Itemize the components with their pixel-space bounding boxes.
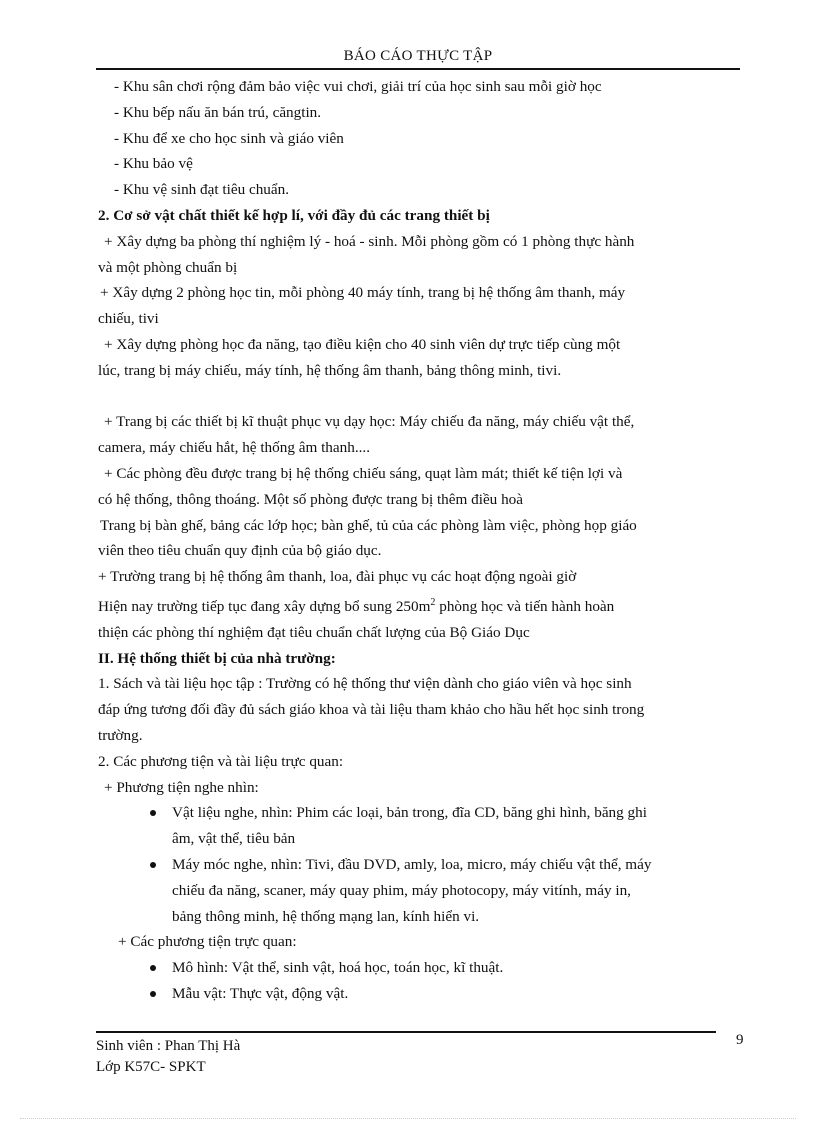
text-line: và một phòng chuẩn bị	[98, 258, 238, 276]
header-rule	[96, 68, 740, 70]
text-line: lúc, trang bị máy chiếu, máy tính, hệ thống âm thanh, bảng thông minh, tivi.	[98, 361, 562, 379]
list-item-text: chiếu đa năng, scaner, máy quay phim, máy photocopy, máy vitính, máy in,	[172, 881, 631, 899]
text-line: - Khu để xe cho học sinh và giáo viên	[114, 129, 344, 147]
list-item	[172, 852, 740, 929]
text-line: - Khu bếp nấu ăn bán trú, căngtin.	[114, 103, 322, 121]
page-footer	[96, 1036, 240, 1078]
text-line: có hệ thống, thông thoáng. Một số phòng được trang bị thêm điều hoà	[98, 490, 523, 508]
text-segment: Hiện nay trường tiếp tục đang xây dựng bổ sung 250m	[98, 598, 431, 615]
text-line: - Khu bảo vệ	[114, 155, 193, 173]
document-body	[98, 74, 740, 1007]
list-item-text: âm, vật thể, tiêu bản	[172, 830, 296, 848]
text-line: viên theo tiêu chuẩn quy định của bộ giáo dục.	[98, 542, 382, 560]
text-line: thiện các phòng thí nghiệm đạt tiêu chuẩn chất lượng của Bộ Giáo Dục	[98, 623, 530, 641]
list-item-text: Vật liệu nghe, nhìn: Phim các loại, bản trong, đĩa CD, băng ghi hình, băng ghi	[172, 804, 647, 822]
text-line: + Xây dựng 2 phòng học tin, mỗi phòng 40 máy tính, trang bị hệ thống âm thanh, máy	[100, 284, 626, 302]
list-item-text: Mô hình: Vật thể, sinh vật, hoá học, toán học, kĩ thuật.	[172, 959, 504, 977]
text-line: + Xây dựng ba phòng thí nghiệm lý - hoá - sinh. Mỗi phòng gồm có 1 phòng thực hành	[104, 232, 635, 250]
text-line: trường.	[98, 726, 143, 744]
text-line: + Trường trang bị hệ thống âm thanh, loa, đài phục vụ các hoạt động ngoài giờ	[98, 568, 577, 586]
text-line: 2. Các phương tiện và tài liệu trực quan:	[98, 752, 344, 770]
text-line: Trang bị bàn ghế, bảng các lớp học; bàn ghế, tủ của các phòng làm việc, phòng họp giáo	[100, 516, 637, 534]
text-segment: phòng học và tiến hành hoàn	[435, 598, 615, 615]
page-number: 9	[736, 1032, 744, 1048]
list-item-text: bảng thông minh, hệ thống mạng lan, kính hiển vi.	[172, 907, 480, 925]
bullet-icon	[150, 862, 156, 868]
text-line: - Khu vệ sinh đạt tiêu chuẩn.	[114, 181, 290, 199]
footer-student: Sinh viên : Phan Thị Hà	[96, 1038, 241, 1054]
text-line: camera, máy chiếu hắt, hệ thống âm thanh....	[98, 439, 371, 457]
bullet-icon	[150, 965, 156, 971]
text-line: đáp ứng tương đối đầy đủ sách giáo khoa và tài liệu tham khảo cho hầu hết học sinh trong	[98, 701, 645, 719]
list-item	[172, 981, 740, 1007]
text-line: 1. Sách và tài liệu học tập : Trường có hệ thống thư viện dành cho giáo viên và học sinh	[98, 675, 632, 693]
bullet-list	[98, 955, 740, 1007]
list-item	[172, 955, 740, 981]
bullet-list	[98, 800, 740, 929]
page-edge-dots	[20, 1118, 796, 1119]
text-line: + Các phòng đều được trang bị hệ thống chiếu sáng, quạt làm mát; thiết kế tiện lợi và	[104, 464, 623, 482]
text-line	[98, 590, 740, 620]
section-heading: II. Hệ thống thiết bị của nhà trường:	[98, 649, 336, 667]
superscript: 2	[430, 596, 436, 608]
text-line: - Khu sân chơi rộng đảm bảo việc vui chơi, giải trí của học sinh sau mỗi giờ học	[114, 78, 602, 95]
text-line: chiếu, tivi	[98, 310, 159, 328]
blank-line	[98, 384, 740, 410]
text-line: + Xây dựng phòng học đa năng, tạo điều kiện cho 40 sinh viên dự trực tiếp cùng một	[104, 335, 621, 353]
text-line: + Phương tiện nghe nhìn:	[104, 778, 259, 796]
list-item-text: Mẫu vật: Thực vật, động vật.	[172, 984, 349, 1002]
footer-class: Lớp K57C- SPKT	[96, 1059, 206, 1075]
bullet-icon	[150, 991, 156, 997]
list-item	[172, 800, 740, 852]
text-line: + Trang bị các thiết bị kĩ thuật phục vụ dạy học: Máy chiếu đa năng, máy chiếu vật thể,	[104, 413, 635, 431]
section-heading: 2. Cơ sở vật chất thiết kế hợp lí, với đầy đủ các trang thiết bị	[98, 206, 490, 224]
page-header-title: BÁO CÁO THỰC TẬP	[343, 48, 493, 64]
text-line: + Các phương tiện trực quan:	[118, 933, 297, 951]
list-item-text: Máy móc nghe, nhìn: Tivi, đầu DVD, amly, loa, micro, máy chiếu vật thể, máy	[172, 855, 652, 873]
bullet-icon	[150, 810, 156, 816]
footer-rule	[96, 1031, 716, 1033]
